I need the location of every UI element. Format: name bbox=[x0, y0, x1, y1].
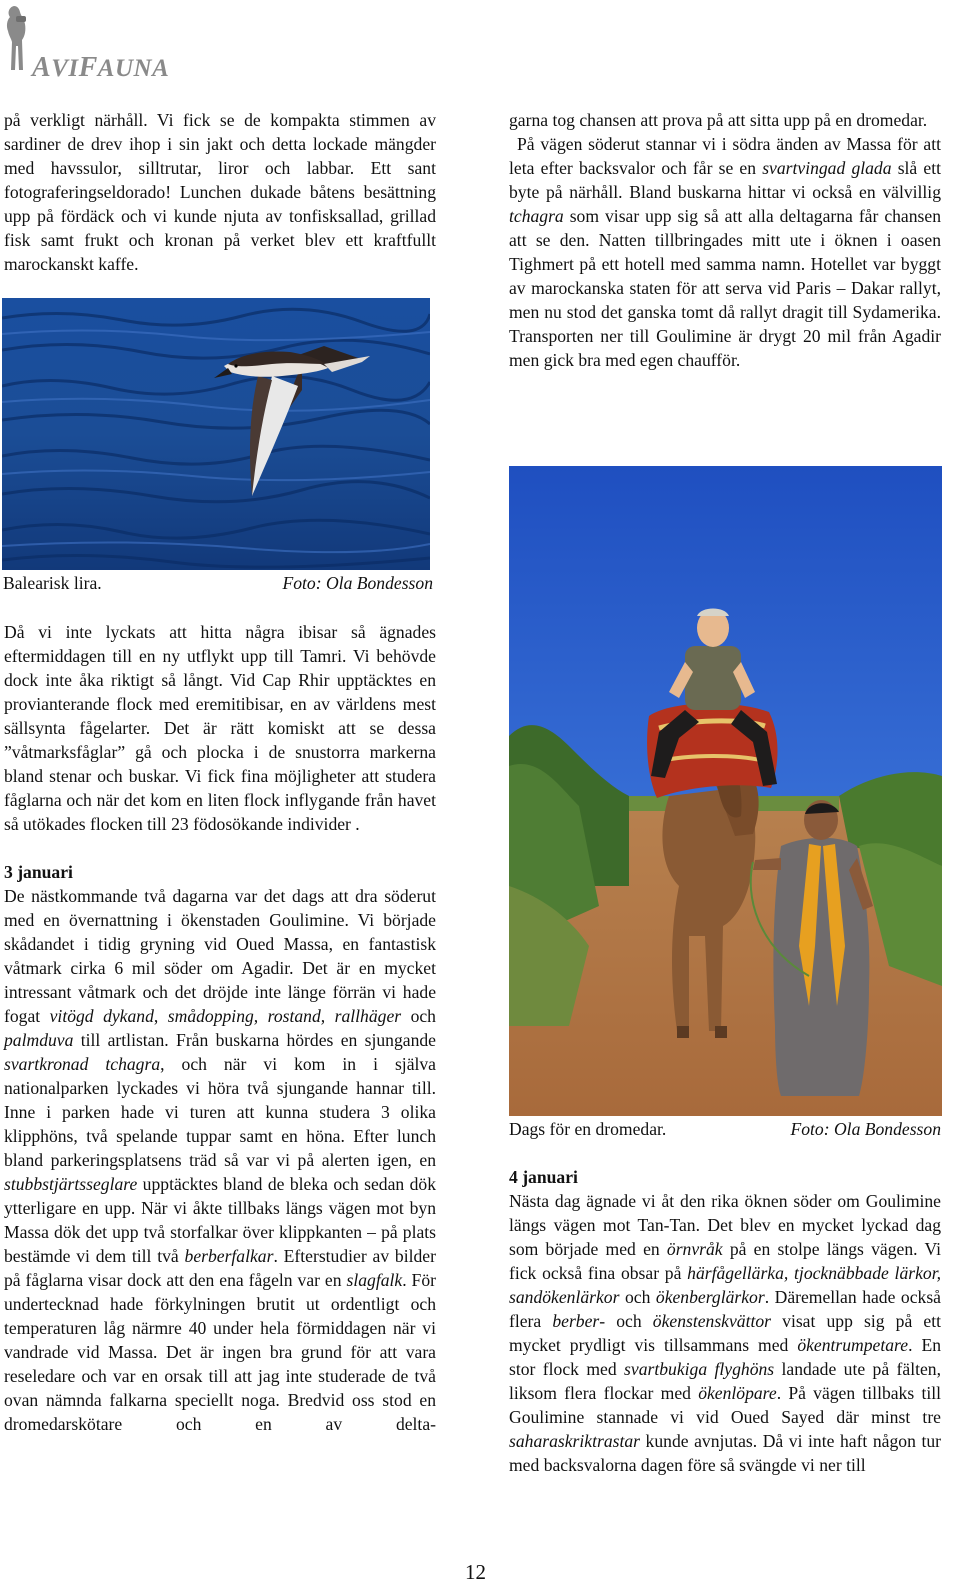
left-column-top bbox=[4, 108, 436, 276]
caption-credit: Foto: Ola Bondesson bbox=[282, 573, 433, 593]
paragraph: garna tog chansen att prova på att sitta upp på en dromedar. bbox=[509, 110, 928, 130]
paragraph: De nästkommande två dagarna var det dags att dra söderut med en övernattning i ökenstaden Goulimine. Vi började skådandet i tidig gryning vid Oued Massa, en fantastisk våtmark cirka 6 mil söder om Agadir. Det är en mycket intressant våtmark och det dröjde inte länge förrän vi hade fogat vitögd dykand, smådopping, rostand, rallhäger och palmduva till artlistan. Från buskarna hördes en sjungande svartkronad tchagra, och när vi kom in i själva nationalparken lyckades vi höra två sjungande hannar till. Inne i parken hade vi turen att kunna studera 3 olika klipphöns, två spelande tuppar samt en höna. Efter lunch bland parkeringsplatsens träd så var vi på alerten igen, en stubbstjärtsseglare upptäcktes bland de bleka och sedan dök ytterligare en upp. När vi åkte tillbaks längs vägen mot byn Massa dök det upp två storfalkar över klippkanten – på plats bestämde vi dem till två berberfalkar. Efterstudier av bilder på fåglarna visar dock att den ena fågeln var en slagfalk. För undertecknad hade förkylningen brutit ut ordentligt och temperaturen låg närmre 40 under hela förmiddagen när vi vandrade vid Massa. Det är ingen bra grund för att vara reseledare och var en orsak till att jag inte studerade de två ovan nämnda falkarna speciellt noga. Bredvid oss stod en dromedarskötare och en av delta- bbox=[4, 886, 436, 1434]
logo-wordmark: AVIFAUNA bbox=[32, 52, 170, 83]
shearwater-photo bbox=[2, 298, 430, 570]
birdwatcher-logo-icon bbox=[4, 4, 30, 74]
right-column-top bbox=[509, 108, 941, 372]
caption-credit: Foto: Ola Bondesson bbox=[790, 1119, 941, 1139]
paragraph: På vägen söderut stannar vi i södra änden av Massa för att leta efter backsvalor och får se en svartvingad glada slå ett byte på närhåll. Bland buskarna hittar vi också en välvillig tchagra som visar upp sig så att alla deltagarna får chansen att se den. Natten tillbringades mitt ute i öknen i oasen Tighmert på ett hotell med samma namn. Hotellet var byggt av marockanska staten för att serva vid Paris – Dakar rallyt, men nu stod det ganska tomt då rallyt dragit till Sydamerika. Transporten ner till Goulimine är drygt 20 mil från Agadir men gick bra med egen chaufför. bbox=[509, 134, 941, 370]
avifauna-logo bbox=[4, 4, 184, 83]
section-heading-4-januari: 4 januari bbox=[509, 1167, 578, 1187]
dromedary-image bbox=[509, 466, 942, 1116]
camel-photo bbox=[509, 466, 942, 1116]
right-column-bottom bbox=[509, 1165, 941, 1477]
paragraph: Nästa dag ägnade vi åt den rika öknen söder om Goulimine längs vägen mot Tan-Tan. Det blev en mycket lyckad dag som började med en örnvråk på en stolpe längs vägen. Vi fick också fina obsar på härfågellärka, tjocknäbbade lärkor, sandökenlärkor och ökenberglärkor. Däremellan hade också flera berber- och ökenstenskvättor visat upp sig på ett mycket prydligt vis tillsammans med ökentrumpetare. En stor flock med svartbukiga flyghöns landade ute på fälten, liksom flera flockar med ökenlöpare. På vägen tillbaks till Goulimine stannade vi vid Oued Sayed där minst tre saharaskriktrastar kunde avnjutas. Då vi inte haft någon tur med backsvalorna dagen före så svängde vi ner till bbox=[509, 1191, 941, 1475]
camel-photo-caption bbox=[509, 1118, 941, 1140]
section-heading-3-januari: 3 januari bbox=[4, 862, 73, 882]
page-number: 12 bbox=[465, 1560, 486, 1584]
left-column-body bbox=[4, 620, 436, 1436]
paragraph: Då vi inte lyckats att hitta några ibisar så ägnades eftermiddagen till en ny utflykt upp till Tamri. Vi behövde dock inte åka riktigt så långt. Vid Cap Rhir upptäcktes en provianterande flock med eremitibisar, en av världens mest sällsynta fågelarter. Det är rätt komiskt att se dessa ”våtmarksfåglar” gå och plocka i de snustorra markerna bland stenar och buskar. Vi fick fina möjligheter att studera fåglarna och när det kom en liten flock inflygande från havet så utökades flocken till 23 födosökande individer . bbox=[4, 622, 436, 834]
paragraph: på verkligt närhåll. Vi fick se de kompakta stimmen av sardiner de drev ihop i sin jakt och detta lockade mängder med havssulor, silltrutar, liror och labbar. Ett sant fotograferingseldorado! Lunchen dukade båtens besättning upp på fördäck och vi kunde njuta av tonfisksallad, grillad fisk samt frukt och kronan på verket blev ett kraftfullt marockanskt kaffe. bbox=[4, 110, 436, 274]
caption-label: Dags för en dromedar. bbox=[509, 1119, 667, 1139]
balearic-shearwater-image bbox=[2, 298, 430, 570]
caption-label: Balearisk lira. bbox=[3, 573, 102, 593]
bird-photo-caption bbox=[3, 572, 433, 594]
